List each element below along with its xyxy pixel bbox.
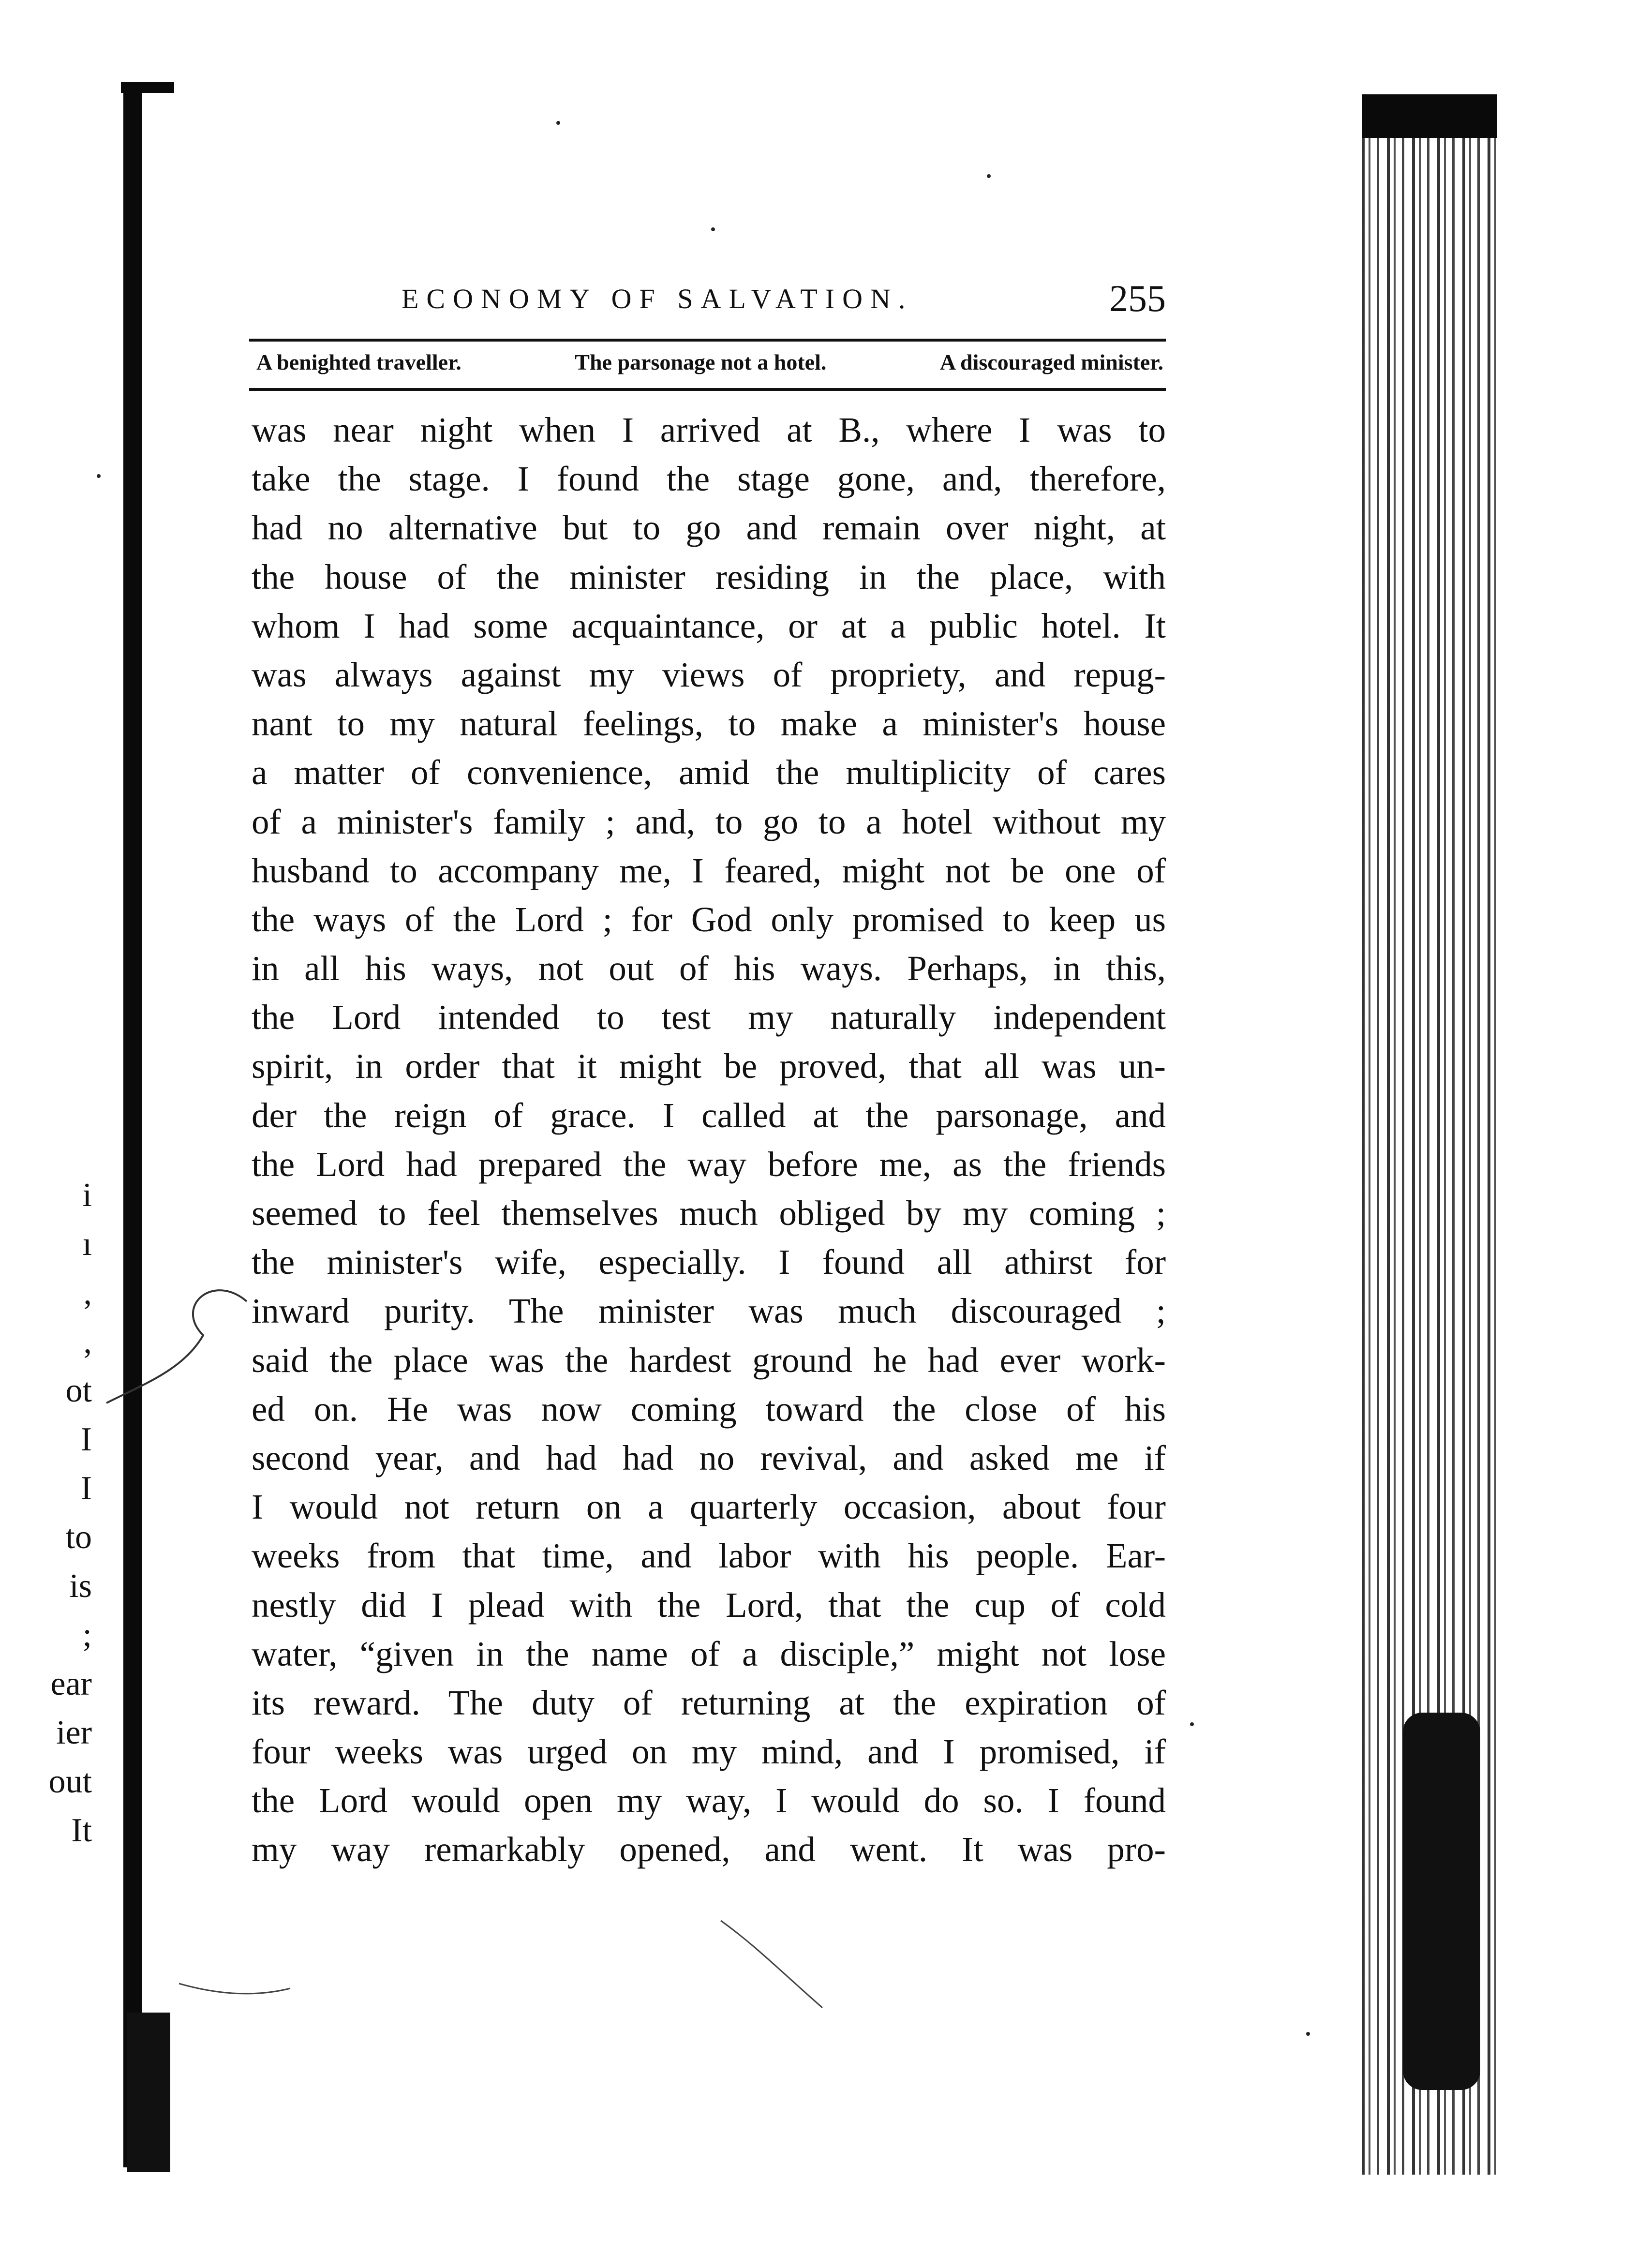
text-line: seemed to feel themselves much obliged by my coming ; [252, 1194, 1166, 1233]
text-line: the Lord intended to test my naturally independent [252, 998, 1166, 1037]
margin-fragment: to [65, 1519, 92, 1556]
text-line: nant to my natural feelings, to make a minister's house [252, 704, 1166, 744]
speck [1306, 2032, 1310, 2036]
header-rule-bottom [249, 388, 1166, 391]
margin-fragment: is [69, 1567, 92, 1605]
body-text [252, 405, 1166, 1874]
margin-fragment: I [80, 1421, 92, 1458]
margin-fragment: ear [50, 1665, 92, 1702]
margin-fragment: I [80, 1470, 92, 1507]
margin-fragment: , [83, 1323, 92, 1360]
text-line: husband to accompany me, I feared, might not be one of [252, 850, 1166, 890]
text-line: in all his ways, not out of his ways. Perhaps, in this, [252, 949, 1166, 988]
text-line: der the reign of grace. I called at the parsonage, and [252, 1095, 1166, 1135]
speck [1190, 1722, 1194, 1726]
margin-fragment: i [82, 1177, 92, 1214]
text-line: spirit, in order that it might be proved, that all was un- [252, 1046, 1166, 1086]
text-line: the minister's wife, especially. I found all athirst for [252, 1242, 1166, 1282]
margin-fragment: ier [56, 1714, 92, 1751]
text-line: its reward. The duty of returning at the expiration of [252, 1683, 1166, 1722]
binding-shadow-cap [121, 82, 174, 93]
text-line: the Lord would open my way, I would do so. I found [252, 1781, 1166, 1820]
text-line: the ways of the Lord ; for God only promised to keep us [252, 899, 1166, 939]
page-number: 255 [1109, 277, 1166, 319]
running-header [247, 277, 1166, 320]
marginal-headlines [256, 349, 1163, 375]
margin-fragment: , [83, 1274, 92, 1312]
pencil-stroke [716, 1916, 909, 2013]
pencil-mark [87, 1277, 261, 1451]
text-line: ed on. He was now coming toward the close of his [252, 1389, 1166, 1429]
text-line: a matter of convenience, amid the multiplicity of cares [252, 753, 1166, 792]
bleed-through-right-top [1362, 94, 1497, 138]
text-line: was always against my views of propriety, and repug- [252, 655, 1166, 694]
text-line: I would not return on a quarterly occasion, about four [252, 1487, 1166, 1527]
binding-shadow-left [123, 82, 142, 2167]
speck [97, 474, 101, 478]
ink-blot-right [1403, 1713, 1480, 2090]
text-line: weeks from that time, and labor with his people. Ear- [252, 1536, 1166, 1576]
text-line: was near night when I arrived at B., where I was to [252, 410, 1166, 449]
margin-fragment: ; [82, 1616, 92, 1654]
pencil-stroke-foot [174, 1964, 300, 2003]
speck [711, 227, 715, 231]
text-line: four weeks was urged on my mind, and I promised, if [252, 1732, 1166, 1772]
text-line: the house of the minister residing in the place, with [252, 557, 1166, 597]
text-line: water, “given in the name of a disciple,” might not lose [252, 1634, 1166, 1673]
headline-benighted-traveller: A benighted traveller. [256, 350, 461, 374]
headline-discouraged-minister: A discouraged minister. [939, 350, 1163, 374]
binding-shadow-foot [127, 2013, 170, 2172]
margin-fragment: ı [82, 1225, 92, 1263]
facing-page-fragments [29, 1171, 92, 1855]
text-line: second year, and had had no revival, and asked me if [252, 1438, 1166, 1477]
header-rule-top [249, 339, 1166, 342]
running-title: ECONOMY OF SALVATION. [402, 283, 913, 314]
margin-fragment: ot [65, 1372, 92, 1409]
text-line: the Lord had prepared the way before me, as the friends [252, 1144, 1166, 1184]
text-line: take the stage. I found the stage gone, and, therefore, [252, 459, 1166, 499]
margin-fragment: out [48, 1763, 92, 1800]
text-line: whom I had some acquaintance, or at a public hotel. It [252, 606, 1166, 645]
text-line: my way remarkably opened, and went. It was pro- [252, 1830, 1166, 1869]
margin-fragment: It [71, 1812, 92, 1849]
speck [556, 121, 560, 125]
text-line: nestly did I plead with the Lord, that the cup of cold [252, 1585, 1166, 1625]
text-line: had no alternative but to go and remain over night, at [252, 508, 1166, 548]
text-line: said the place was the hardest ground he had ever work- [252, 1340, 1166, 1380]
headline-parsonage: The parsonage not a hotel. [575, 350, 827, 374]
text-line: inward purity. The minister was much discouraged ; [252, 1291, 1166, 1331]
speck [987, 174, 991, 178]
text-line: of a minister's family ; and, to go to a hotel without my [252, 802, 1166, 841]
